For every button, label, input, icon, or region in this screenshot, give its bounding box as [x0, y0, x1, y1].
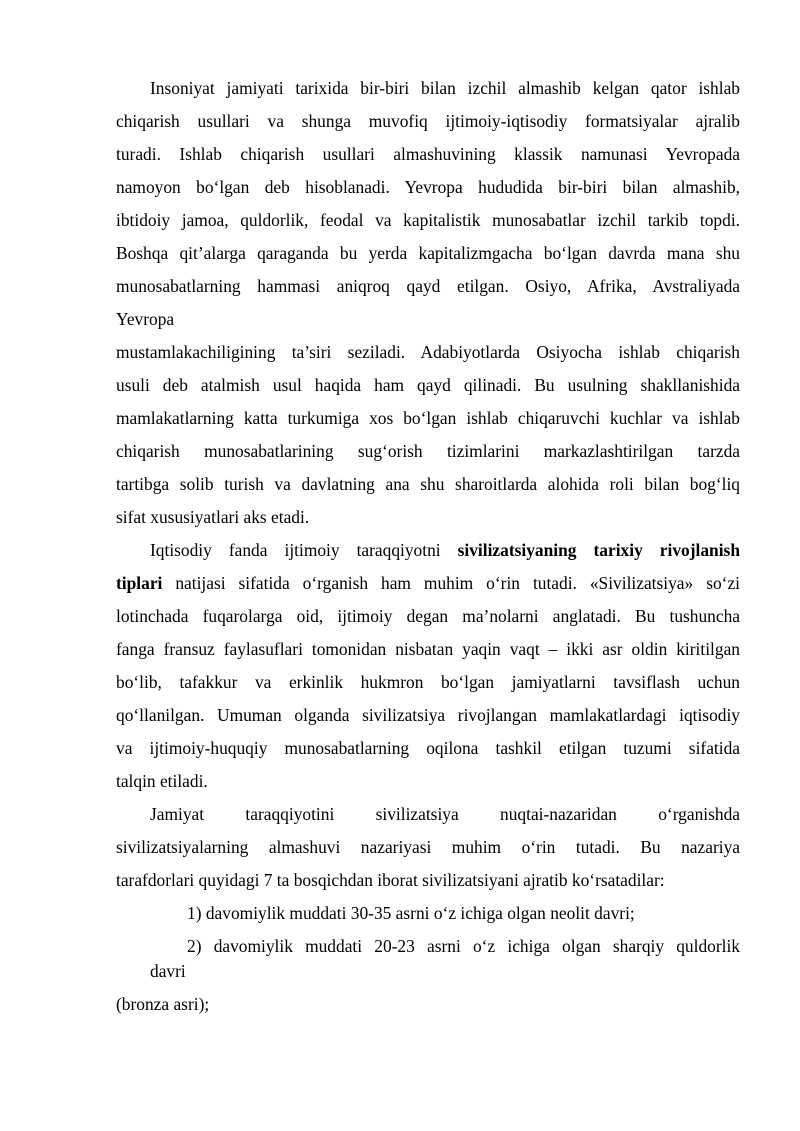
text-line: Yevropa	[116, 309, 175, 329]
text-line: bo‘lib, tafakkur va erkinlik hukmron bo‘lgan jamiyatlarni tavsiflash uchun	[116, 672, 740, 692]
list-number: 2)	[187, 936, 202, 956]
text-line: namoyon bo‘lgan deb hisoblanadi. Yevropa hududida bir-biri bilan almashib,	[116, 177, 740, 197]
text-line	[150, 539, 740, 561]
text-line: usuli deb atalmish usul haqida ham qayd qilinadi. Bu usulning shakllanishida	[116, 375, 740, 395]
text-line: Insoniyat jamiyati tarixida bir-biri bilan izchil almashib kelgan qator ishlab	[150, 78, 740, 98]
text-line: turadi. Ishlab chiqarish usullari almashuvining klassik namunasi Yevropada	[116, 144, 740, 164]
text-line: Jamiyat taraqqiyotini sivilizatsiya nuqtai-nazaridan o‘rganishda	[150, 804, 740, 824]
text-line: fanga fransuz faylasuflari tomonidan nisbatan yaqin vaqt – ikki asr oldin kiritilgan	[116, 639, 740, 659]
text-span: Iqtisodiy fanda ijtimoiy taraqqiyotni	[150, 540, 458, 560]
text-line: tarafdorlari quyidagi 7 ta bosqichdan iborat sivilizatsiyani ajratib ko‘rsatadilar:	[116, 870, 665, 890]
list-text: davomiylik muddati 20-23 asrni o‘z ichiga olgan sharqiy quldorlik	[213, 936, 740, 956]
bold-term: sivilizatsiyaning tarixiy rivojlanish	[457, 540, 740, 560]
text-line: chiqarish munosabatlarining sug‘orish tizimlarini markazlashtirilgan tarzda	[116, 441, 740, 461]
text-line: mamlakatlarning katta turkumiga xos bo‘lgan ishlab chiqaruvchi kuchlar va ishlab	[116, 408, 740, 428]
list-item	[187, 935, 740, 957]
text-line: (bronza asri);	[116, 994, 210, 1014]
text-line: chiqarish usullari va shunga muvofiq ijtimoiy-iqtisodiy formatsiyalar ajralib	[116, 111, 740, 131]
list-item	[187, 902, 635, 924]
text-line: ibtidoiy jamoa, quldorlik, feodal va kapitalistik munosabatlar izchil tarkib topdi.	[116, 210, 740, 230]
text-span: natijasi sifatida o‘rganish ham muhim o‘rin tutadi. «Sivilizatsiya» so‘zi	[162, 573, 740, 593]
text-line: talqin etiladi.	[116, 771, 208, 791]
text-line: va ijtimoiy-huquqiy munosabatlarning oqilona tashkil etilgan tuzumi sifatida	[116, 738, 740, 758]
list-number: 1)	[187, 903, 202, 923]
list-item-continuation: davri	[150, 961, 186, 981]
text-line: sifat xususiyatlari aks etadi.	[116, 507, 310, 527]
list-text: davomiylik muddati 30-35 asrni o‘z ichiga olgan neolit davri;	[205, 903, 635, 923]
text-line: tartibga solib turish va davlatning ana shu sharoitlarda alohida roli bilan bog‘liq	[116, 474, 740, 494]
text-line: mustamlakachiligining ta’siri seziladi. Adabiyotlarda Osiyocha ishlab chiqarish	[116, 342, 740, 362]
text-line: munosabatlarning hammasi aniqroq qayd etilgan. Osiyo, Afrika, Avstraliyada	[116, 276, 740, 296]
text-line: lotinchada fuqarolarga oid, ijtimoiy degan ma’nolarni anglatadi. Bu tushuncha	[116, 606, 740, 626]
text-line: sivilizatsiyalarning almashuvi nazariyasi muhim o‘rin tutadi. Bu nazariya	[116, 837, 740, 857]
text-line: Boshqa qit’alarga qaraganda bu yerda kapitalizmgacha bo‘lgan davrda mana shu	[116, 243, 740, 263]
text-line	[116, 572, 740, 594]
text-line: qo‘llanilgan. Umuman olganda sivilizatsiya rivojlangan mamlakatlardagi iqtisodiy	[116, 705, 740, 725]
bold-term: tiplari	[116, 573, 163, 593]
